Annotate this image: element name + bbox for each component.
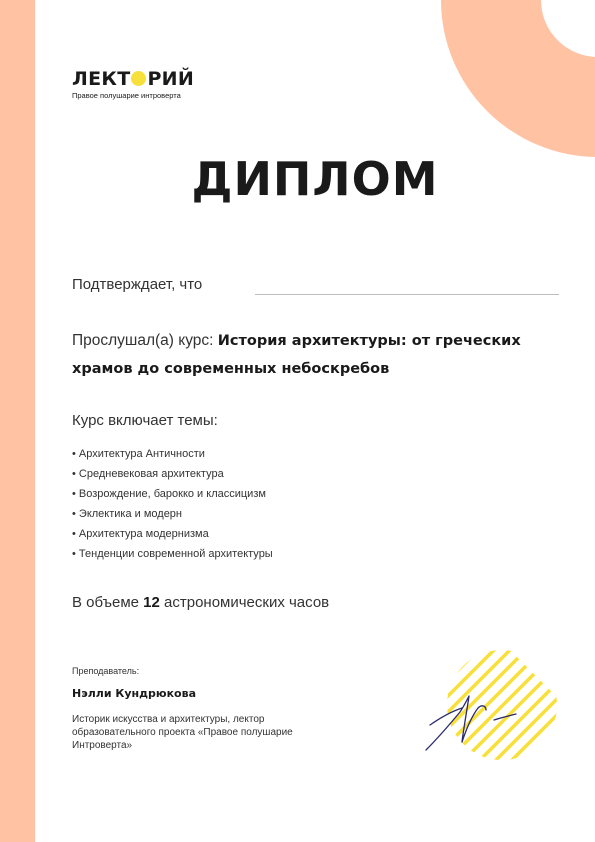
left-decorative-stripe bbox=[0, 0, 35, 842]
logo bbox=[72, 68, 194, 100]
topics-label: Курс включает темы: bbox=[72, 412, 218, 429]
recipient-name-line bbox=[255, 294, 559, 295]
topic-item: • Возрождение, барокко и классицизм bbox=[72, 488, 266, 500]
topic-item: • Архитектура Античности bbox=[72, 448, 205, 460]
hours-suffix: астрономических часов bbox=[164, 594, 330, 611]
hours-statement bbox=[72, 594, 329, 611]
course-statement bbox=[72, 327, 562, 383]
logo-part-1: ЛЕКТ bbox=[72, 68, 131, 90]
logo-wordmark bbox=[72, 68, 194, 90]
confirm-label: Подтверждает, что bbox=[72, 276, 203, 293]
stamp-signature bbox=[420, 650, 560, 770]
striped-circle-icon bbox=[420, 650, 560, 770]
logo-yellow-dot-icon bbox=[131, 71, 146, 86]
teacher-description: Историк искусства и архитектуры, лектор образовательного проекта «Правое полушарие Интроверта» bbox=[72, 714, 293, 751]
topic-item: • Средневековая архитектура bbox=[72, 468, 224, 480]
teacher-label: Преподаватель: bbox=[72, 666, 140, 676]
logo-tagline: Правое полушарие интроверта bbox=[72, 91, 181, 100]
logo-part-2: РИЙ bbox=[147, 68, 195, 90]
course-name: История архитектуры: от греческих храмов до современных небоскребов bbox=[72, 333, 521, 377]
teacher-name: Нэлли Кундрюкова bbox=[72, 687, 196, 700]
hours-prefix: В объеме bbox=[72, 594, 139, 611]
topic-item: • Тенденции современной архитектуры bbox=[72, 548, 273, 560]
diploma-title: ДИПЛОМ bbox=[191, 152, 439, 206]
topics-list bbox=[72, 444, 273, 564]
topic-item: • Архитектура модернизма bbox=[72, 528, 209, 540]
topic-item: • Эклектика и модерн bbox=[72, 508, 182, 520]
hours-value: 12 bbox=[143, 594, 160, 611]
course-prefix: Прослушал(а) курс: bbox=[72, 332, 214, 349]
